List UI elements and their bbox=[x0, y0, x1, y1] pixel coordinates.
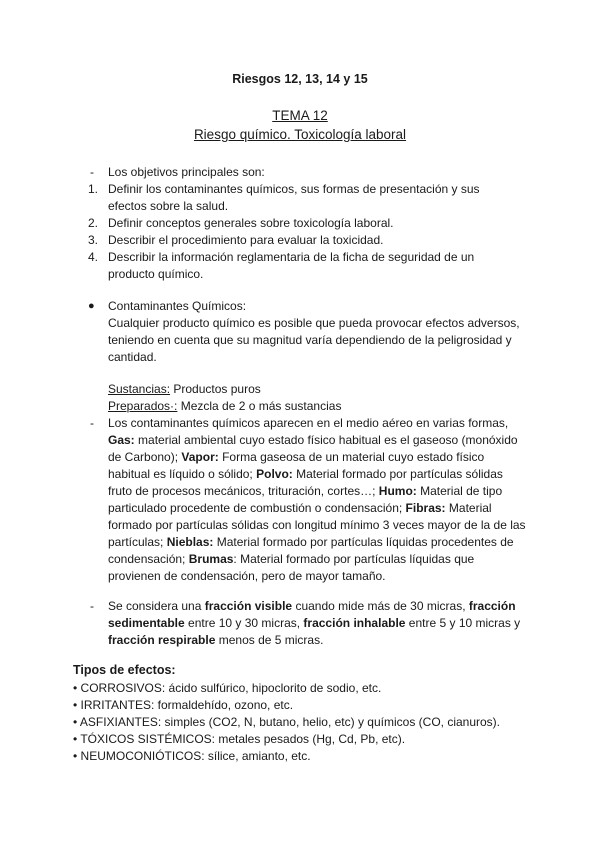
forms-text: : Material formado por partículas líquidas que provienen de condensación, pero de mayor tamaño. bbox=[108, 552, 475, 583]
topic-title: Riesgo químico. Toxicología laboral bbox=[193, 127, 407, 142]
fractions-text: entre 10 y 30 micras, bbox=[184, 616, 304, 630]
forms-text: Material formado por partículas sólidas fruto de procesos mecánicos, trituración, cortes…; bbox=[108, 467, 503, 498]
objective-item: Describir el procedimiento para evaluar la toxicidad. bbox=[108, 233, 384, 247]
respirable-fraction-label: fracción respirable bbox=[108, 633, 216, 647]
sustancias-line bbox=[108, 381, 528, 398]
forms-text: Material formado por partículas líquidas procedentes de condensación; bbox=[108, 535, 514, 566]
objective-item: Describir la información reglamentaria de la ficha de seguridad de un producto químico. bbox=[108, 250, 475, 281]
inhalable-fraction-label: fracción inhalable bbox=[303, 616, 406, 630]
sedimentable-fraction-label: fracción sedimentable bbox=[108, 599, 516, 630]
forms-text: material ambiental cuyo estado físico habitual es el gaseoso (monóxido de Carbono); bbox=[108, 433, 518, 464]
list-number: 1. bbox=[88, 182, 99, 196]
forms-text: Material de tipo particulado procedente de combustión o condensación; bbox=[108, 484, 503, 515]
effect-item: • IRRITANTES: formaldehído, ozono, etc. bbox=[73, 698, 294, 712]
fractions-text: menos de 5 micras. bbox=[215, 633, 324, 647]
nieblas-label: Nieblas: bbox=[166, 535, 214, 549]
visible-fraction-label: fracción visible bbox=[204, 599, 293, 613]
contaminants-description: Cualquier producto químico es posible que pueda provocar efectos adversos, teniendo en cuenta que su magnitud varía dependiendo de la peligrosidad y cantidad. bbox=[108, 316, 520, 364]
vapor-label: Vapor: bbox=[181, 450, 219, 464]
effects-title: Tipos de efectos: bbox=[73, 663, 176, 677]
list-number: 4. bbox=[88, 250, 99, 264]
objective-item: Definir conceptos generales sobre toxicología laboral. bbox=[108, 216, 394, 230]
dash-marker: - bbox=[90, 416, 94, 430]
effect-item: • ASFIXIANTES: simples (CO2, N, butano, helio, etc) y químicos (CO, cianuros). bbox=[73, 715, 501, 729]
objective-item: Definir los contaminantes químicos, sus formas de presentación y sus efectos sobre la salud. bbox=[108, 182, 480, 213]
preparados-line bbox=[108, 398, 528, 415]
dash-marker: - bbox=[90, 599, 94, 613]
list-number: 2. bbox=[88, 216, 99, 230]
preparados-text: Mezcla de 2 o más sustancias bbox=[177, 399, 342, 413]
fractions-text: cuando mide más de 30 micras, bbox=[292, 599, 469, 613]
forms-text: Forma gaseosa de un material cuyo estado físico habitual es líquido o sólido; bbox=[108, 450, 485, 481]
brumas-label: Brumas bbox=[188, 552, 234, 566]
list-number: 3. bbox=[88, 233, 99, 247]
fractions-paragraph bbox=[108, 598, 528, 649]
polvo-label: Polvo: bbox=[256, 467, 293, 481]
topic-number: TEMA 12 bbox=[272, 108, 328, 123]
effect-item: • NEUMOCONIÓTICOS: sílice, amianto, etc. bbox=[73, 749, 311, 763]
forms-paragraph bbox=[108, 415, 526, 585]
fractions-text: Se considera una bbox=[108, 599, 205, 613]
forms-text: Material formado por partículas sólidas con longitud mínimo 3 veces mayor de la de las partículas; bbox=[108, 501, 526, 549]
contaminants-title: Contaminantes Químicos: bbox=[108, 299, 247, 313]
effect-item: • TÓXICOS SISTÉMICOS: metales pesados (Hg, Cd, Pb, etc). bbox=[73, 732, 406, 746]
fibras-label: Fibras: bbox=[405, 501, 446, 515]
document-header: Riesgos 12, 13, 14 y 15 bbox=[232, 72, 368, 86]
bullet-marker: ● bbox=[88, 300, 95, 312]
sustancias-label: Sustancias: bbox=[108, 382, 171, 396]
objectives-intro: Los objetivos principales son: bbox=[108, 165, 265, 179]
forms-text: Los contaminantes químicos aparecen en el medio aéreo en varias formas, bbox=[108, 416, 509, 430]
sustancias-text: Productos puros bbox=[170, 382, 261, 396]
dash-marker: - bbox=[90, 165, 94, 179]
humo-label: Humo: bbox=[378, 484, 417, 498]
gas-label: Gas: bbox=[108, 433, 135, 447]
preparados-label: Preparados·: bbox=[108, 399, 178, 413]
fractions-text: entre 5 y 10 micras y bbox=[405, 616, 521, 630]
effect-item: • CORROSIVOS: ácido sulfúrico, hipoclorito de sodio, etc. bbox=[73, 681, 382, 695]
